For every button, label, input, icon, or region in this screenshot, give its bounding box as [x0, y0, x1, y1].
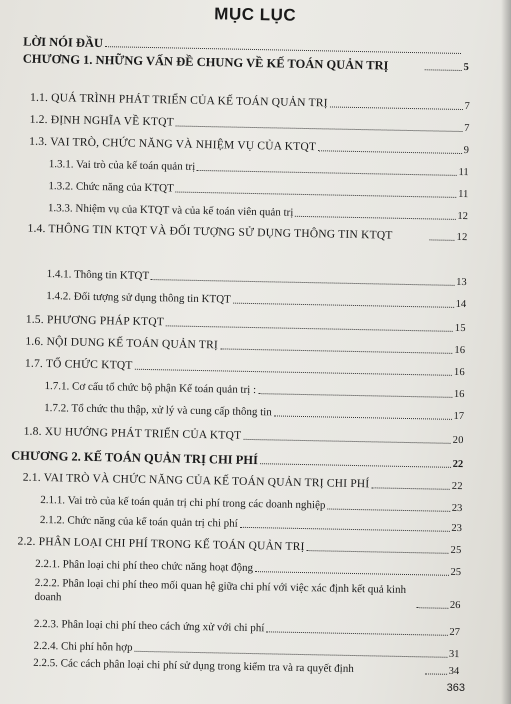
toc-entry-page: 5 [463, 62, 469, 74]
toc-entry-page: 15 [454, 322, 466, 335]
toc-entry-text: 1.5. PHƯƠNG PHÁP KTQT [25, 313, 165, 329]
toc-entry-1-7-2 [44, 402, 464, 423]
toc-entry-page: 26 [449, 599, 461, 612]
page-number: 363 [446, 682, 465, 694]
toc-entry-text: CHƯƠNG 1. NHỮNG VẤN ĐỀ CHUNG VỀ KẾ TOÁN QUẢN TRỊ [22, 51, 389, 73]
toc-entry-chapter-2 [11, 449, 463, 471]
toc-entry-1-4-1 [47, 268, 467, 289]
toc-entry-1-3-3 [48, 202, 468, 223]
toc-entry-page: 25 [450, 544, 462, 557]
toc-entry-page: 11 [458, 188, 469, 201]
toc-entry-text: 1.7. TỔ CHỨC KTQT [24, 357, 133, 372]
toc-entry-text: 1.3. VAI TRÒ, CHỨC NĂNG VÀ NHIỆM VỤ CỦA KTQT [29, 135, 317, 154]
toc-entry-page: 16 [453, 366, 465, 379]
toc-entry-text: 2.2. PHÂN LOẠI CHI PHÍ TRONG KẾ TOÁN QUẢN TRỊ [17, 535, 305, 554]
toc-entry-text: 1.3.2. Chức năng của KTQT [48, 180, 174, 195]
toc-entry-text: 2.2.3. Phân loại chi phí theo cách ứng xử với chi phí [33, 617, 265, 635]
toc-entry-page: 16 [453, 388, 465, 401]
toc-entry-page: 31 [448, 648, 460, 661]
toc-entry-page: 13 [456, 276, 467, 289]
toc-entry-page: 11 [458, 166, 469, 179]
toc-entry-page: 25 [450, 566, 462, 579]
toc-entry-text: 2.2.5. Các cách phân loại chi phí sử dụng trong kiểm tra và ra quyết định [33, 656, 354, 676]
toc-entry-text: CHƯƠNG 2. KẾ TOÁN QUẢN TRỊ CHI PHÍ [11, 448, 259, 468]
toc-entry-text: 1.1. QUÁ TRÌNH PHÁT TRIỂN CỦA KẾ TOÁN QUẢN TRỊ [29, 91, 328, 110]
toc-entry-2-2-1 [35, 558, 461, 579]
toc-entry-1-7-1 [44, 380, 464, 401]
toc-entry-1-7 [25, 358, 465, 379]
toc-entry-1-4 [27, 222, 467, 244]
toc-entry-2-2-2 [34, 576, 460, 612]
toc-entry-text: 1.4.2. Đối tượng sử dụng thông tin KTQT [46, 290, 231, 306]
toc-entry-1-5 [26, 314, 466, 335]
toc-entry-page: 34 [448, 665, 460, 678]
toc-entry-text: 1.4. THÔNG TIN KTQT VÀ ĐỐI TƯỢNG SỬ DỤNG THÔNG TIN KTQT [27, 222, 393, 242]
toc-entry-text: 1.7.1. Cơ cấu tổ chức bộ phận Kế toán quản trị : [44, 380, 257, 397]
toc-entry-text: 1.2. ĐỊNH NGHĨA VỀ KTQT [29, 113, 175, 129]
toc-entry-page: 7 [464, 123, 470, 135]
toc-entry-text: 1.4.1. Thông tin KTQT [46, 268, 150, 283]
toc-entry-page: 14 [455, 298, 467, 311]
toc-entry-2-2-3 [34, 618, 460, 639]
toc-entry-text: 2.1. VAI TRÒ VÀ CHỨC NĂNG CỦA KẾ TOÁN QUẢN TRỊ CHI PHÍ [22, 471, 370, 491]
toc-entry-page: 9 [463, 145, 470, 157]
toc-entry-1-3-1 [49, 158, 469, 179]
toc-entry-2-1-2 [40, 514, 462, 535]
toc-entry-page: 27 [449, 626, 460, 639]
toc-entry-page: 22 [452, 458, 464, 471]
toc-entry-page: 23 [451, 522, 462, 535]
toc-entry-2-1 [23, 472, 463, 493]
toc-entry-page: 12 [456, 231, 468, 244]
toc-entry-text: 1.8. XU HƯỚNG PHÁT TRIỂN CỦA KTQT [23, 425, 242, 442]
toc-entry-text: 1.3.3. Nhiệm vụ của KTQT và của kế toán viên quản trị [47, 202, 294, 219]
toc-entry-text: 2.2.4. Chi phí hỗn hợp [33, 639, 133, 654]
toc-entry-text: 2.2.2. Phân loại chi phí theo mối quan hệ giữa chi phí với việc xác định kết quả kinh doanh [34, 576, 407, 604]
toc-entry-page: 7 [464, 101, 471, 113]
toc-entry-text: 2.2.1. Phân loại chi phí theo chức năng hoạt động [35, 557, 254, 575]
toc-entry-page: 17 [453, 410, 465, 423]
toc-entry-1-4-2 [46, 290, 466, 311]
toc-entry-page: 22 [451, 480, 463, 493]
toc-entry-1-8 [24, 426, 464, 447]
toc-entry-1-3-2 [48, 180, 468, 201]
toc-entry-text: 1.7.2. Tổ chức thu thập, xử lý và cung cấp thông tin [44, 402, 272, 419]
toc-entry-text: 1.3.1. Vai trò của kế toán quản trị [48, 158, 196, 173]
toc-entry-page: 12 [457, 210, 468, 223]
page-title: MỤC LỤC [214, 4, 297, 25]
toc-entry-text: LỜI NÓI ĐẦU [23, 34, 104, 51]
toc-entry-1-3 [29, 136, 469, 157]
toc-entry-page: 23 [451, 502, 463, 515]
toc-entry-1-2 [30, 114, 470, 135]
toc-entry-1-6 [25, 336, 465, 357]
toc-entry-text: 2.1.2. Chức năng của kế toán quản trị chi phí [39, 513, 238, 530]
toc-entry-page: 16 [454, 344, 466, 357]
toc-entry-text: 1.6. NỘI DUNG KẾ TOÁN QUẢN TRỊ [25, 335, 219, 352]
toc-entry-text: 2.1.1. Vai trò của kế toán quản trị chi phí trong các doanh nghiệp [40, 493, 326, 512]
toc-entry-2-2 [17, 536, 461, 558]
toc-entry-2-1-1 [40, 494, 462, 515]
toc-entry-page: 20 [452, 434, 464, 447]
toc-entry-1-1 [30, 92, 470, 113]
